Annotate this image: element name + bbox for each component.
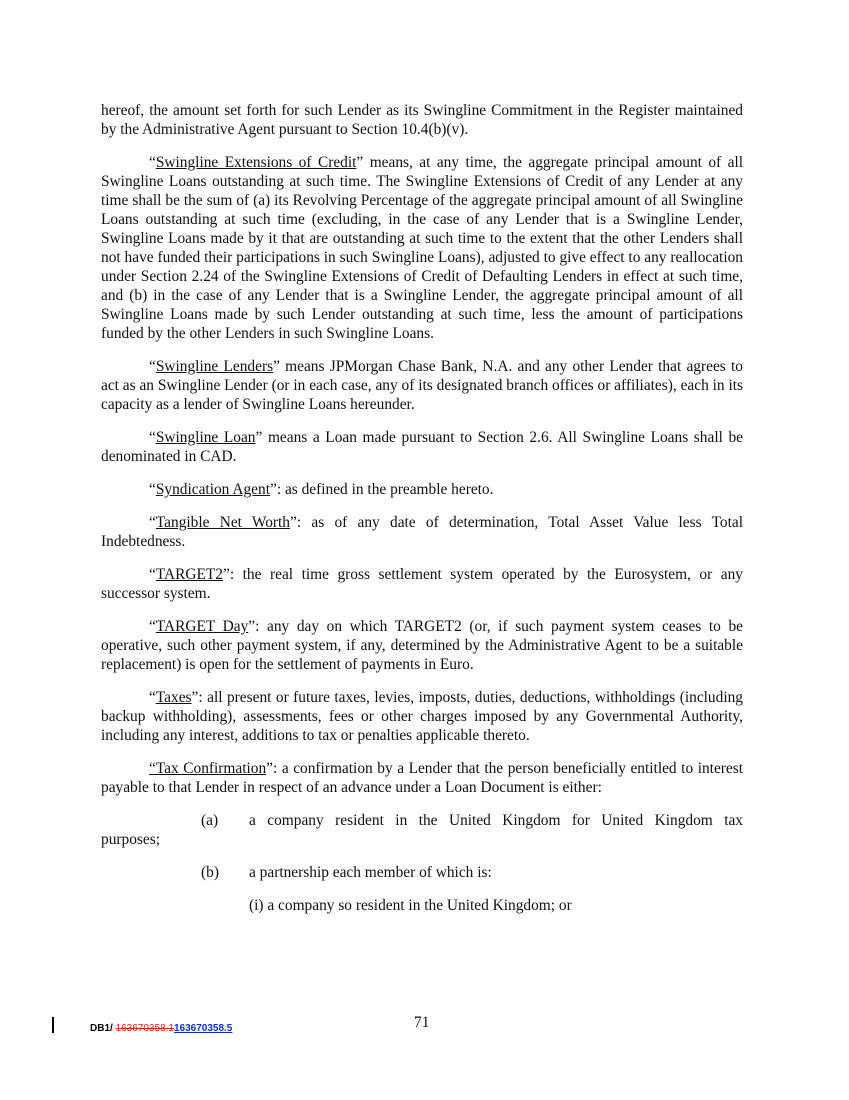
defined-term: Swingline Lenders: [155, 358, 274, 375]
definition-swingline-extensions-of-credit: “Swingline Extensions of Credit” means, at any time, the aggregate principal amount of all Swingline Loans outstanding at such time. The Swingline Extensions of Credit of any Lender at any time shall be the sum of (a) its Revolving Percentage of the aggregate principal amount of all Swingline Loans outstanding at such time (excluding, in the case of any Lender that is a Swingline Lender, Swingline Loans made by it that are outstanding at such time to the extent that the other Lenders shall not have funded their participations in such Swingline Loans), adjusted to give effect to any reallocation under Section 2.24 of the Swingline Extensions of Credit of Defaulting Lenders in effect at such time, and (b) in the case of any Lender that is a Swingline Lender, the aggregate principal amount of all Swingline Loans made by such Lender outstanding at such time, less the amount of participations funded by the other Lenders in such Swingline Loans.: [101, 154, 743, 342]
definition-tax-confirmation: “Tax Confirmation”: a confirmation by a Lender that the person beneficially entitled to interest payable to that Lender in respect of an advance under a Loan Document is either:: [101, 760, 743, 796]
defined-term: “Tax Confirmation: [149, 760, 267, 777]
page-number: 71: [414, 1014, 430, 1031]
defined-term: Swingline Loan: [155, 429, 256, 446]
clause-text: (i) a company so resident in the United Kingdom; or: [249, 897, 572, 914]
deleted-doc-id: 163670358.1: [115, 1023, 174, 1034]
definition-taxes: “Taxes”: all present or future taxes, levies, imposts, duties, deductions, withholdings (including backup withholding), assessments, fees or other charges imposed by any Governmental Authority, including any interest, additions to tax or penalties applicable thereto.: [101, 689, 743, 744]
defined-term: Tangible Net Worth: [155, 514, 291, 531]
inserted-doc-id: 163670358.5: [173, 1023, 233, 1034]
defined-term: Syndication Agent: [155, 481, 270, 498]
clause-text: a company resident in the United Kingdom for United Kingdom tax: [249, 812, 743, 829]
clause-a: [101, 811, 743, 849]
clause-i: [101, 896, 743, 915]
definition-target-day: “TARGET Day”: any day on which TARGET2 (or, if such payment system ceases to be operative, such other payment system, if any, determined by the Administrative Agent to be a suitable replacement) is open for the settlement of payments in Euro.: [101, 618, 743, 673]
document-id: DB1/ 163670358.1163670358.5: [90, 1023, 233, 1034]
defined-term: TARGET2: [155, 566, 224, 583]
clause-label: (b): [201, 864, 219, 881]
definition-swingline-loan: “Swingline Loan” means a Loan made pursuant to Section 2.6. All Swingline Loans shall be denominated in CAD.: [101, 429, 743, 465]
clause-b: [101, 863, 743, 882]
defined-term: Taxes: [155, 689, 192, 706]
change-bar: [52, 1017, 54, 1033]
definition-target2: “TARGET2”: the real time gross settlement system operated by the Eurosystem, or any successor system.: [101, 566, 743, 602]
clause-text: a partnership each member of which is:: [249, 864, 492, 881]
clause-label: (a): [201, 812, 219, 829]
intro-paragraph: hereof, the amount set forth for such Lender as its Swingline Commitment in the Register maintained by the Administrative Agent pursuant to Section 10.4(b)(v).: [101, 102, 743, 138]
clause-continuation: purposes;: [101, 831, 160, 848]
definition-swingline-lenders: “Swingline Lenders” means JPMorgan Chase Bank, N.A. and any other Lender that agrees to act as an Swingline Lender (or in each case, any of its designated branch offices or affiliates), each in its capacity as a lender of Swingline Loans hereunder.: [101, 358, 743, 413]
page-body: [101, 101, 743, 915]
definition-syndication-agent: “Syndication Agent”: as defined in the preamble hereto.: [149, 481, 494, 498]
defined-term: Swingline Extensions of Credit: [155, 154, 357, 171]
defined-term: TARGET Day: [155, 618, 249, 635]
definition-tangible-net-worth: “Tangible Net Worth”: as of any date of determination, Total Asset Value less Total Indebtedness.: [101, 514, 743, 550]
